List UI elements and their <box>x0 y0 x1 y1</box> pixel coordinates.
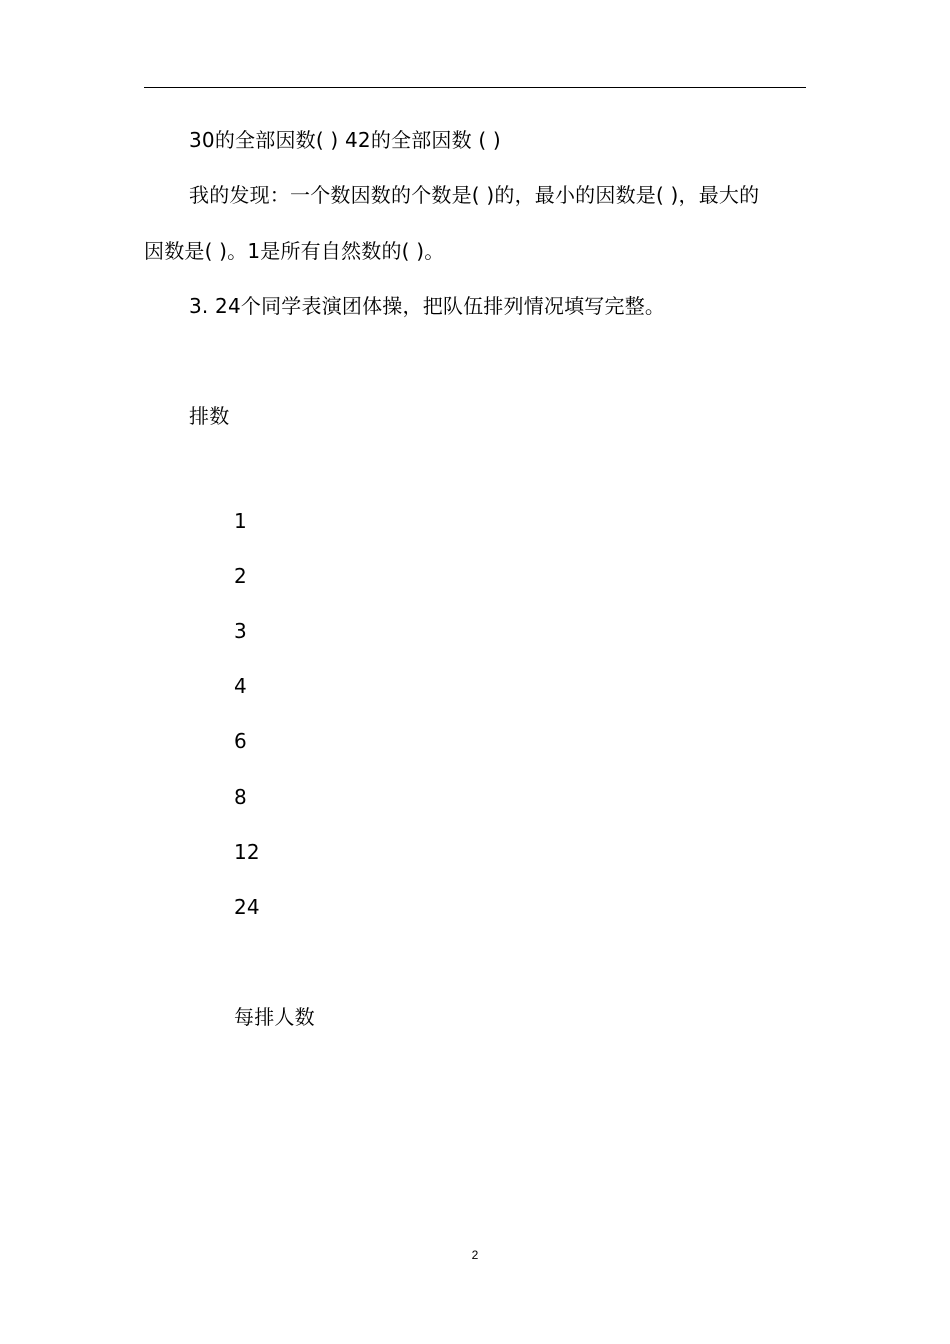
per-row-label: 每排人数 <box>234 1005 315 1029</box>
row-value-3: 3 <box>234 619 247 643</box>
factors-line: 30的全部因数( ) 42的全部因数 ( ) <box>189 128 501 152</box>
discovery-line-1: 我的发现：一个数因数的个数是( )的，最小的因数是( )，最大的 <box>189 183 760 207</box>
row-value-6: 8 <box>234 785 247 809</box>
row-value-5: 6 <box>234 729 247 753</box>
page-number: 2 <box>471 1248 479 1262</box>
question-3-line: 3. 24个同学表演团体操，把队伍排列情况填写完整。 <box>189 294 666 318</box>
header-rule <box>144 87 806 88</box>
rows-label: 排数 <box>189 404 230 428</box>
row-value-1: 1 <box>234 509 247 533</box>
row-value-2: 2 <box>234 564 247 588</box>
row-value-8: 24 <box>234 895 260 919</box>
row-value-4: 4 <box>234 674 247 698</box>
row-value-7: 12 <box>234 840 260 864</box>
discovery-line-2: 因数是( )。1是所有自然数的( )。 <box>144 239 445 263</box>
